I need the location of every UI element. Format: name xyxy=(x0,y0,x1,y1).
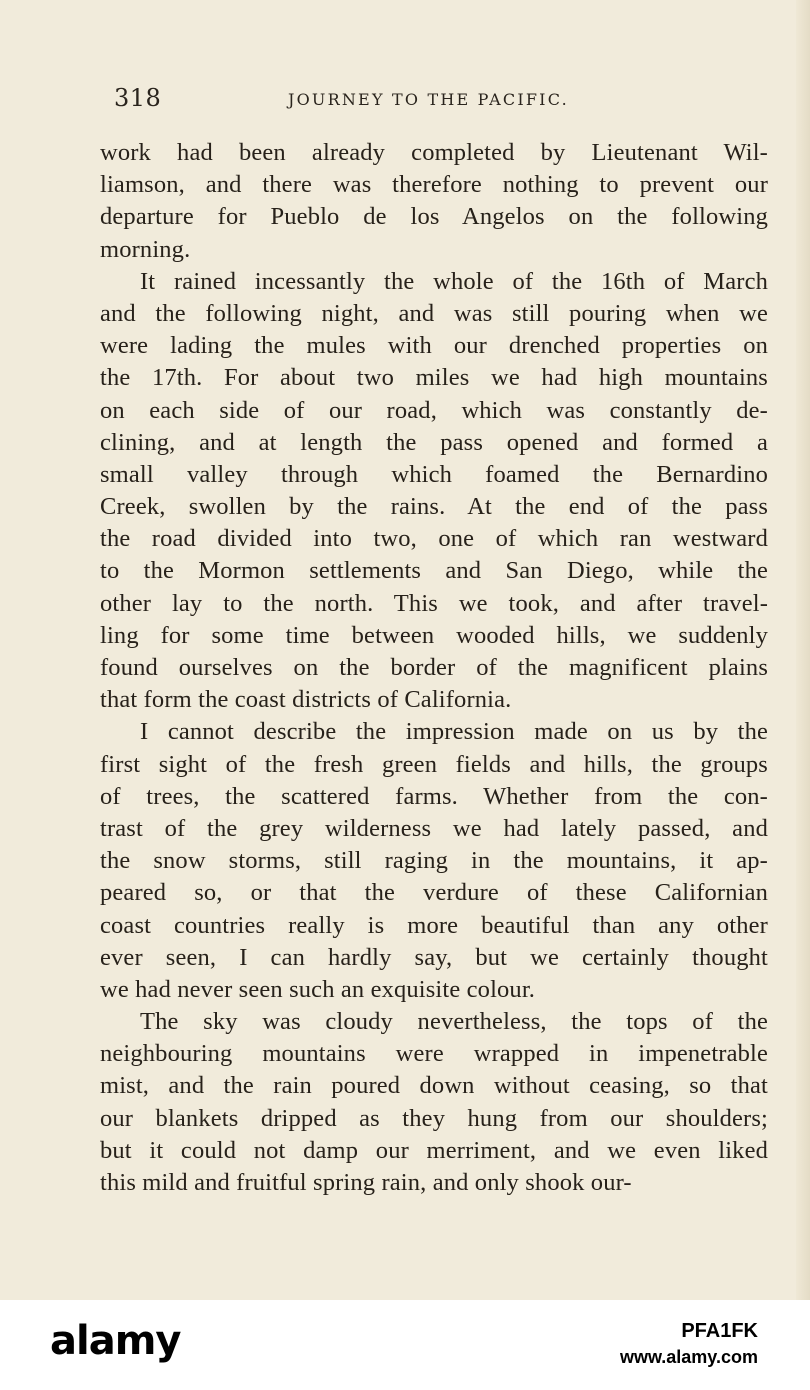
text-line: peared so, or that the verdure of these Californian xyxy=(100,879,768,907)
text-line: work had been already completed by Lieutenant Wil- xyxy=(100,139,768,166)
text-line: to the Mormon settlements and San Diego, while the xyxy=(100,557,768,585)
paragraph xyxy=(100,137,768,266)
text-line: The sky was cloudy nevertheless, the tops of the xyxy=(140,1008,768,1036)
text-line: liamson, and there was therefore nothing to prevent our xyxy=(100,171,768,199)
text-line: the road divided into two, one of which ran westward xyxy=(100,525,768,553)
text-line: ever seen, I can hardly say, but we certainly thought xyxy=(100,943,768,971)
text-line: we had never seen such an exquisite colour. xyxy=(100,975,536,1003)
text-line: departure for Pueblo de los Angelos on the following xyxy=(100,203,768,231)
text-line: the 17th. For about two miles we had high mountains xyxy=(100,364,768,392)
paragraph xyxy=(100,1006,768,1199)
page-edge-shadow xyxy=(796,0,810,1300)
text-line: small valley through which foamed the Bernardino xyxy=(100,460,768,488)
text-line: the snow storms, still raging in the mountains, it ap- xyxy=(100,847,768,875)
text-line: first sight of the fresh green fields and hills, the groups xyxy=(100,750,768,778)
footer-info xyxy=(620,1320,758,1368)
image-id: PFA1FK xyxy=(681,1320,758,1342)
text-line: our blankets dripped as they hung from our shoulders; xyxy=(100,1104,768,1132)
text-line: other lay to the north. This we took, and after travel- xyxy=(100,589,768,617)
text-line: mist, and the rain poured down without ceasing, so that xyxy=(100,1072,768,1100)
paragraph xyxy=(100,266,768,717)
text-line: trast of the grey wilderness we had lately passed, and xyxy=(100,814,768,842)
text-line: I cannot describe the impression made on us by the xyxy=(140,718,768,746)
text-line: were lading the mules with our drenched properties on xyxy=(100,332,768,360)
text-line: found ourselves on the border of the magnificent plains xyxy=(100,654,768,681)
text-line: that form the coast districts of California. xyxy=(100,686,512,714)
text-line: Creek, swollen by the rains. At the end of the pass xyxy=(100,493,768,521)
paragraph xyxy=(100,716,768,1006)
text-line: this mild and fruitful spring rain, and only shook our- xyxy=(100,1169,632,1196)
text-line: neighbouring mountains were wrapped in impenetrable xyxy=(100,1040,768,1068)
footer-url: www.alamy.com xyxy=(619,1347,758,1367)
text-line: morning. xyxy=(100,235,191,263)
text-line: but it could not damp our merriment, and we even liked xyxy=(100,1136,768,1164)
text-line: ling for some time between wooded hills, we suddenly xyxy=(100,621,768,649)
text-line: It rained incessantly the whole of the 16th of March xyxy=(140,267,768,295)
alamy-logo: alamy xyxy=(50,1318,181,1364)
body-text xyxy=(100,137,768,1199)
text-line: on each side of our road, which was constantly de- xyxy=(100,396,768,424)
running-head: JOURNEY TO THE PACIFIC. xyxy=(288,90,569,109)
text-line: of trees, the scattered farms. Whether from the con- xyxy=(100,782,768,810)
text-line: and the following night, and was still pouring when we xyxy=(100,299,768,327)
text-line: clining, and at length the pass opened and formed a xyxy=(100,428,768,456)
text-line: coast countries really is more beautiful than any other xyxy=(100,911,768,939)
watermark-footer xyxy=(0,1300,810,1390)
page-number: 318 xyxy=(114,84,162,112)
page-header xyxy=(0,78,810,118)
